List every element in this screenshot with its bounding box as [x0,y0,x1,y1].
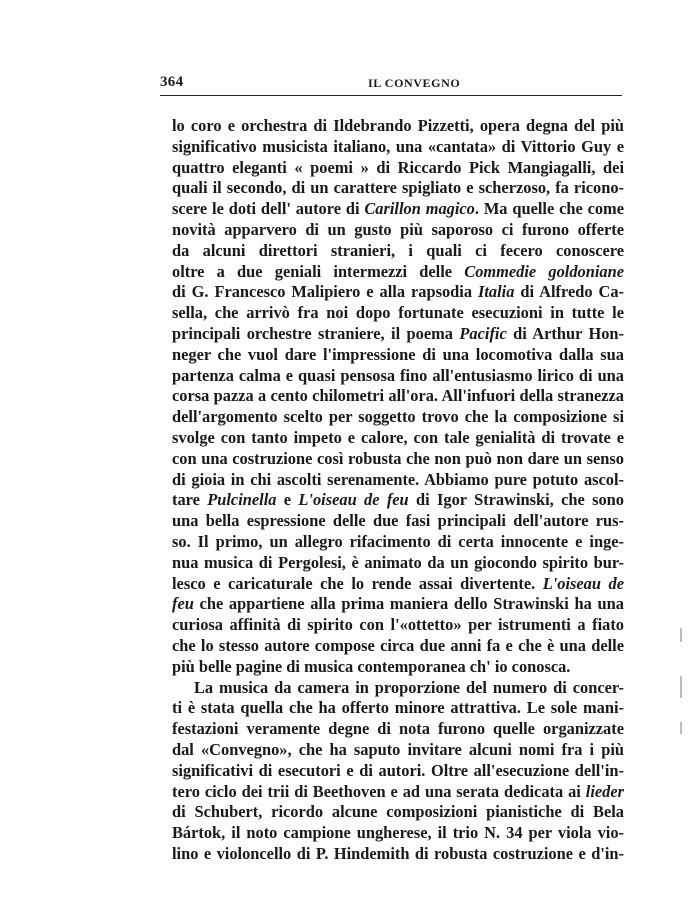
text-segment: di gioia in chi ascolti serenamente. Abbiamo pure potuto ascol- [172,469,624,489]
text-line [172,241,624,262]
text-segment: tare [172,490,208,510]
text-line [172,823,624,844]
text-line [172,137,624,158]
text-line [172,428,624,449]
text-segment: tero ciclo dei trii di Beethoven e ad una serata dedicata ai [172,781,586,801]
text-segment: festazioni veramente degne di nota furono quelle organizzate [172,719,624,739]
text-segment: principali orchestre straniere, il poema [172,323,460,343]
text-segment: ti è stata quella che ha offerto minore attrattiva. Le sole mani- [172,698,624,718]
italic-title: Pacific [459,323,507,343]
text-line [172,386,624,407]
text-segment: Bártok, il noto campione ungherese, il trio N. 34 per viola vio- [172,823,624,843]
text-line [172,345,624,366]
text-segment: che appartiene alla prima maniera dello Strawinski ha una [193,594,624,614]
text-segment: nua musica di Pergolesi, è animato da un giocondo spirito bur- [172,552,624,572]
text-line [172,178,624,199]
text-line [172,719,624,740]
page-number: 364 [160,74,184,90]
text-segment: corsa pazza a cento chilometri all'ora. All'infuori della stranezza [172,386,624,406]
text-line [172,636,624,657]
text-line [172,740,624,761]
text-line [172,678,624,699]
text-segment: curiosa affinità di spirito con l'«ottetto» per istrumenti a fiato [172,615,624,635]
margin-mark [680,628,682,642]
text-line [172,158,624,179]
running-title: IL CONVEGNO [368,76,461,90]
text-segment: con una costruzione così robusta che non può non dare un senso [172,448,624,468]
italic-title: L'oiseau de feu [298,490,409,510]
margin-mark [680,722,682,734]
margin-mark [680,676,682,698]
text-segment: sella, che arrivò fra noi dopo fortunate esecuzioni in tutte le [172,303,624,323]
text-segment: dell'argomento scelto per soggetto trovo che la composizione si [172,407,624,427]
text-segment: novità apparvero di un gusto più saporoso ci furono offerte [172,219,624,239]
text-segment: lesco e caricaturale che lo rende assai divertente. [172,573,543,593]
text-line [172,199,624,220]
text-segment: . Ma quelle che come [474,199,624,219]
text-segment: di Arthur Hon- [506,323,625,343]
text-line [172,116,624,137]
page-header [160,72,622,96]
text-segment: di Schubert, ricordo alcune composizioni pianistiche di Bela [172,802,624,822]
text-line [172,761,624,782]
text-segment: significativo musicista italiano, una «cantata» di Vittorio Guy e [172,136,624,156]
italic-title: Italia [477,282,515,302]
text-segment: di Alfredo Ca- [514,282,624,302]
text-segment: di Igor Strawinski, che sono [408,490,624,510]
text-line [172,303,624,324]
text-segment: oltre a due geniali intermezzi delle [172,261,465,281]
body-text [172,116,624,865]
text-segment: di G. Francesco Malipiero e alla rapsodia [172,282,478,302]
text-line [172,490,624,511]
text-line [172,324,624,345]
text-line [172,282,624,303]
text-segment: significativi di esecutori e di autori. Oltre all'esecuzione dell'in- [172,760,624,780]
text-line [172,366,624,387]
italic-title: lieder [585,781,624,801]
text-segment: so. Il primo, un allegro rifacimento di certa innocente e inge- [172,531,624,551]
text-line [172,407,624,428]
text-line [172,220,624,241]
italic-title: L'oiseau de [542,573,624,593]
text-segment: e [276,490,299,510]
text-line [172,594,624,615]
text-line [172,532,624,553]
text-line [172,844,624,865]
text-segment: che lo stesso autore compose circa due anni fa e che è una delle [172,635,624,655]
text-segment: neger che vuol dare l'impressione di una locomotiva dalla sua [172,344,624,364]
text-segment: una bella espressione delle due fasi principali dell'autore rus- [172,511,624,531]
text-line [172,802,624,823]
text-segment: partenza calma e quasi pensosa fino all'entusiasmo lirico di una [172,365,624,385]
text-segment: lo coro e orchestra di Ildebrando Pizzetti, opera degna del più [172,116,624,135]
text-line [172,615,624,636]
text-line [172,449,624,470]
text-line [172,782,624,803]
text-line [172,698,624,719]
text-segment: lino e violoncello di P. Hindemith di robusta costruzione e d'in- [172,843,624,863]
italic-title: Pulcinella [207,490,277,510]
text-segment: più belle pagine di musica contemporanea ch' io conosca. [172,656,571,676]
text-line [172,574,624,595]
header-rule [160,95,622,96]
text-segment: La musica da camera in proporzione del numero di concer- [194,677,624,697]
italic-title: feu [172,594,194,614]
text-segment: quali il secondo, di un carattere spigliato e scherzoso, fa ricono- [172,178,624,198]
text-line [172,511,624,532]
text-line [172,657,624,678]
text-line [172,470,624,491]
text-segment: quattro eleganti « poemi » di Riccardo Pick Mangiagalli, dei [172,157,624,177]
text-segment: scere le doti dell' autore di [172,199,365,219]
italic-title: Commedie goldoniane [464,261,624,281]
text-line [172,553,624,574]
text-segment: da alcuni direttori stranieri, i quali ci fecero conoscere [172,240,624,260]
text-segment: dal «Convegno», che ha saputo invitare alcuni nomi fra i più [172,739,624,759]
italic-title: Carillon magico [364,199,475,219]
text-line [172,262,624,283]
text-segment: svolge con tanto impeto e calore, con tale genialità di trovate e [172,427,624,447]
